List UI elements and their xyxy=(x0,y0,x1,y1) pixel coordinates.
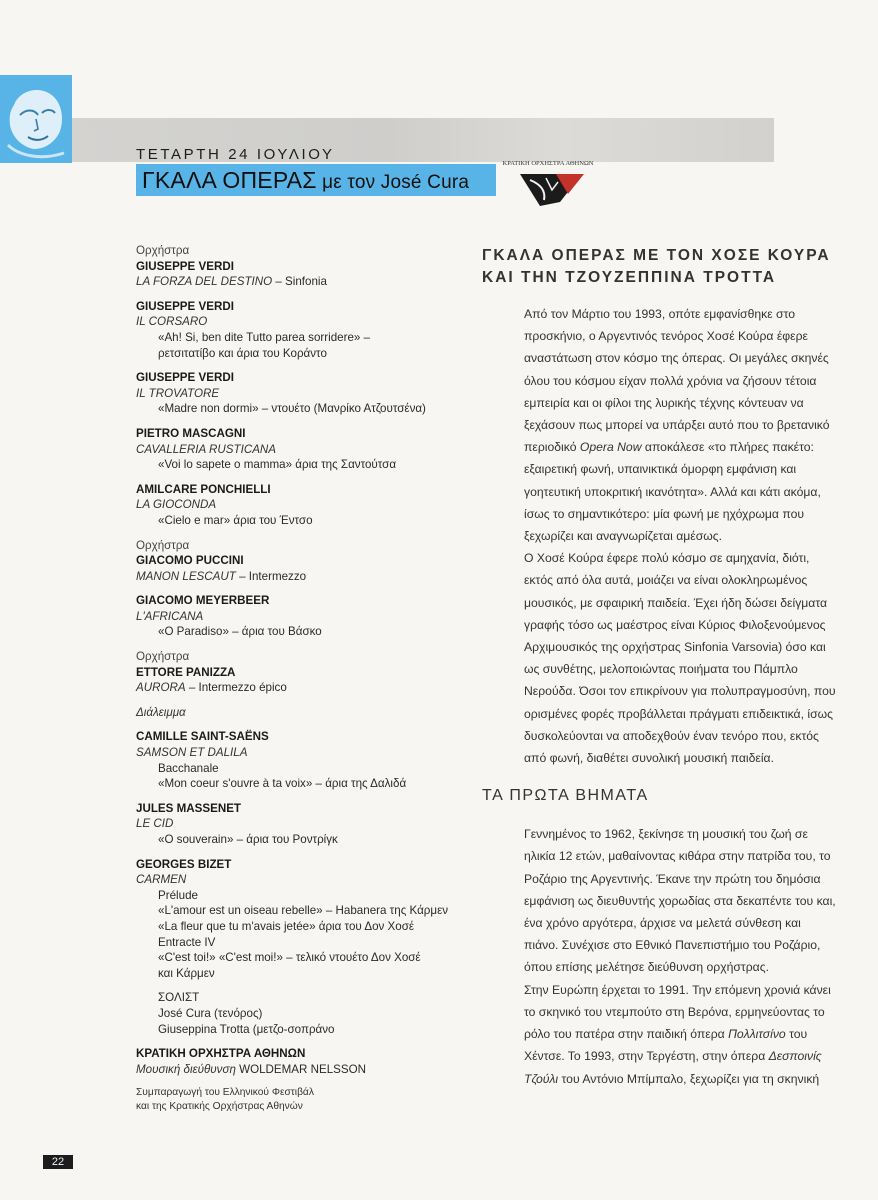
intermission: Διάλειμμα xyxy=(136,705,186,719)
program-item: Ορχήστρα ETTORE PANIZZA AURORA – Intermezzo épico xyxy=(136,650,287,695)
program-item: JULES MASSENET LE CID «O souverain» – άρια του Ροντρίγκ xyxy=(136,801,338,846)
article-paragraph: Ο Χοσέ Κούρα έφερε πολύ κόσμο σε αμηχανία, διότι, εκτός από όλα αυτά, μοιάζει να είναι ολοκληρωμένος μουσικός, με σφαιρική παιδεία. Έχει ήδη δώσει δείγματα γραφής τόσο ως μαέστρος είναι Κύριος Φιλοξενούμενος Αρχιμουσικός της ορχήστρας Sinfonia Varsovia) όσο και ως συνθέτης, μελοποιώντας ποιήματα του Πάμπλο Νερούδα. Όσοι τον επικρίνουν για πολυπραγμοσύνη, που ορισμένες φορές προβάλλεται πράγματι επιδεικτικά, ίσως δυσκολεύονται να αποδεχθούν έναν τενόρο που, εκτός από φωνή, διαθέτει συνολική μουσική παιδεία. xyxy=(524,551,836,766)
mask-illustration xyxy=(0,75,72,163)
event-title: ΓΚΑΛΑ ΟΠΕΡΑΣ με τον José Cura xyxy=(142,167,470,193)
article xyxy=(482,245,838,1090)
section-heading: ΤΑ ΠΡΩΤΑ ΒΗΜΑΤΑ xyxy=(482,787,649,805)
program-item: CAMILLE SAINT-SAËNS SAMSON ET DALILA Bacchanale «Mon coeur s'ouvre à ta voix» – άρια της Δαλιδά xyxy=(136,730,407,791)
program-item: GEORGES BIZET CARMEN Prélude «L'amour est un oiseau rebelle» – Habanera της Κάρμεν «La fleur que tu m'avais jetée» άρια του Δον Χοσέ Entracte IV «C'est toi!» «C'est moi!» – τελικό ντουέτο Δον Χοσέ και Κάρμεν xyxy=(136,857,449,980)
orchestra-logo: ΚΡΑΤΙΚΗ ΟΡΧΗΣΤΡΑ ΑΘΗΝΩΝ xyxy=(500,160,596,210)
article-heading: ΓΚΑΛΑ ΟΠΕΡΑΣ ΜΕ ΤΟΝ ΧΟΣΕ ΚΟΥΡΑ ΚΑΙ ΤΗΝ ΤΖΟΥΖΕΠΠΙΝΑ ΤΡΟΤΤΑ xyxy=(482,247,831,286)
article-paragraph: Στην Ευρώπη έρχεται το 1991. Την επόμενη χρονιά κάνει το σκηνικό του ντεμπούτο στη Βερόνα, ερμηνεύοντας το ρόλο του πατέρα στην παιδική όπερα Πολλιτσίνο του Χέντσε. Το 1993, στην Τεργέστη, στην όπερα Δεσποινίς Τζούλι του Αντόνιο Μπίμπαλο, ξεχωρίζει για τη σκηνική xyxy=(524,982,831,1086)
program-item: AMILCARE PONCHIELLI LA GIOCONDA «Cielo e mar» άρια του Έντσο xyxy=(136,482,313,527)
program-item: PIETRO MASCAGNI CAVALLERIA RUSTICANA «Voi lo sapete o mamma» άρια της Σαντούτσα xyxy=(136,426,397,472)
page-number: 22 xyxy=(43,1155,73,1169)
event-date: ΤΕΤΑΡΤΗ 24 ΙΟΥΛΙΟΥ xyxy=(136,146,335,163)
program-item: GIUSEPPE VERDI IL CORSARO «Ah! Si, ben dite Tutto parea sorridere» – ρετσιτατίβο και άρια του Κοράντο xyxy=(136,299,371,360)
article-paragraph: Από τον Μάρτιο του 1993, οπότε εμφανίσθηκε στο προσκήνιο, ο Αργεντινός τενόρος Χοσέ Κούρα έφερε αναστάτωση στον κόσμο της όπερας. Οι μεγάλες σκηνές όλου του κόσμου είχαν πολλά χρόνια να ζήσουν τέτοια εμπειρία και οι φίλοι της λυρικής τέχνης κόντευαν να ξεχάσουν πως μπορεί να υπάρξει αυτό που το βρετανικό περιοδικό Opera Now αποκάλεσε «το πλήρες πακέτο: εξαιρετική φωνή, υπαινικτικά όμορφη εμφάνιση και γοητευτική υποκριτική ικανότητα». Αλλά και κάτι ακόμα, ίσως το σημαντικότερο: μία φωνή με ηχόχρωμα που ξεχωρίζει και αναγνωρίζεται αμέσως. xyxy=(524,307,830,544)
program-item: GIACOMO MEYERBEER L'AFRICANA «O Paradiso» – άρια του Βάσκο xyxy=(136,594,322,639)
program-item: Ορχήστρα GIACOMO PUCCINI MANON LESCAUT – Intermezzo xyxy=(136,538,307,583)
orchestra-credit: ΚΡΑΤΙΚΗ ΟΡΧΗΣΤΡΑ ΑΘΗΝΩΝ Μουσική διεύθυνση WOLDEMAR NELSSON xyxy=(136,1047,367,1076)
soloists: ΣΟΛΙΣΤ José Cura (τενόρος) Giuseppina Trotta (μετζο-σοπράνο xyxy=(158,991,335,1036)
article-paragraph: Γεννημένος το 1962, ξεκίνησε τη μουσική του ζωή σε ηλικία 12 ετών, μαθαίνοντας κιθάρα στην πατρίδα του, το Ροζάριο της Αργεντινής. Έκανε την πρώτη του δημόσια εμφάνιση ως διευθυντής χορωδίας στα δεκαπέντε του και, ένα χρόνο αργότερα, άρχισε να μελετά σύνθεση και πιάνο. Συνέχισε στο Εθνικό Πανεπιστήμιο του Ροζάριο, όπου επίσης μελέτησε διεύθυνση ορχήστρας. xyxy=(524,827,836,975)
program-list xyxy=(136,243,456,1114)
program-item: GIUSEPPE VERDI IL TROVATORE «Madre non dormi» – ντουέτο (Μανρίκο Ατζουτσένα) xyxy=(136,371,426,416)
program-item: Ορχήστρα GIUSEPPE VERDI LA FORZA DEL DESTINO – Sinfonia xyxy=(136,244,327,289)
coproduction-note: Συμπαραγωγή του Ελληνικού Φεστιβάλ και της Κρατικής Ορχήστρας Αθηνών xyxy=(136,1087,314,1113)
